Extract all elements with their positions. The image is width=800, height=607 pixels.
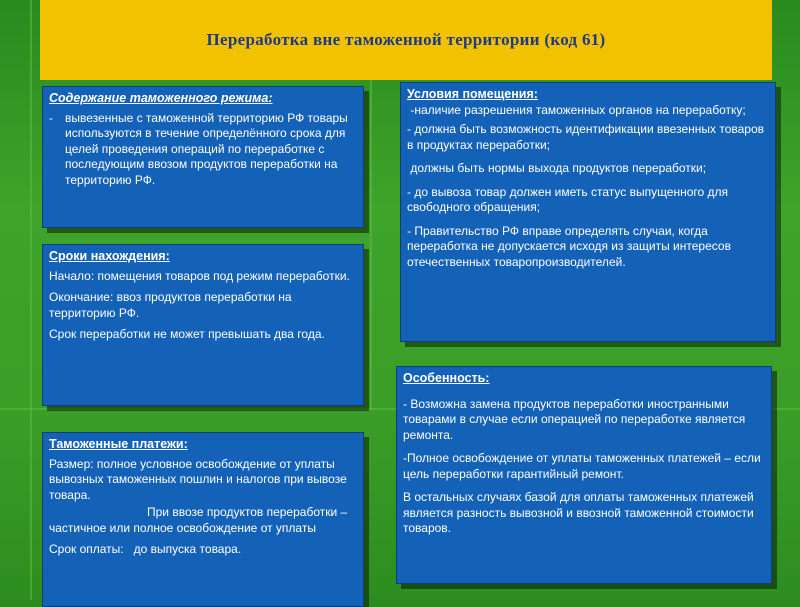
- condition-identification: - должна быть возможность идентификации ввезенных товаров в продуктах переработки;: [407, 122, 764, 152]
- conditions-panel: [400, 82, 776, 342]
- condition-government: - Правительство РФ вправе определять случаи, когда переработка не допускается исходя из защиты интересов отечественных товаропроизводителей.: [407, 223, 731, 269]
- feature-other-cases: В остальных случаях базой для оплаты таможенных платежей является разность вывозной и ввозной таможенной стоимости товаров.: [403, 490, 754, 535]
- background-line: [370, 80, 372, 410]
- content-text: вывезенные с таможенной территорию РФ товары используются в течение определённого срока для целей проведения операций по переработке с последующим ввозом продуктов переработки на территорию РФ.: [65, 110, 348, 187]
- content-bullet: -: [49, 110, 53, 125]
- condition-status: - до вывоза товар должен иметь статус выпущенного для свободного обращения;: [407, 184, 729, 214]
- payments-deadline: Срок оплаты: до выпуска товара.: [49, 542, 242, 556]
- terms-duration: Срок переработки не может превышать два года.: [49, 327, 325, 341]
- terms-heading: Сроки нахождения:: [49, 249, 170, 263]
- content-panel: [42, 86, 364, 228]
- page-title: Переработка вне таможенной территории (код 61): [206, 30, 606, 49]
- content-text-row: [49, 111, 357, 189]
- terms-start: Начало: помещения товаров под режим переработки.: [49, 268, 350, 283]
- terms-end: Окончание: ввоз продуктов переработки на территорию РФ.: [49, 290, 292, 320]
- feature-heading: Особенность:: [403, 371, 490, 385]
- background-line: [30, 0, 32, 600]
- payments-size: Размер: полное условное освобождение от уплаты вывозных таможенных пошлин и налогов при вывозе товара.: [49, 456, 347, 502]
- condition-permit: -наличие разрешения таможенных органов на переработку;: [407, 102, 746, 117]
- feature-replacement: - Возможна замена продуктов переработки иностранными товарами в случае если операцией по переработке является ремонта.: [403, 396, 746, 442]
- title-bar: [40, 0, 772, 80]
- feature-warranty: -Полное освобождение от уплаты таможенных платежей – если цель переработки гарантийный ремонт.: [403, 451, 761, 481]
- conditions-heading: Условия помещения:: [407, 87, 538, 101]
- payments-panel: [42, 432, 364, 607]
- feature-panel: [396, 366, 772, 584]
- content-heading: Содержание таможенного режима:: [49, 91, 273, 105]
- payments-heading: Таможенные платежи:: [49, 437, 188, 451]
- terms-panel: [42, 244, 364, 406]
- payments-import: При ввозе продуктов переработки – частичное или полное освобождение от уплаты: [49, 505, 348, 535]
- condition-norms: должны быть нормы выхода продуктов переработки;: [407, 161, 707, 175]
